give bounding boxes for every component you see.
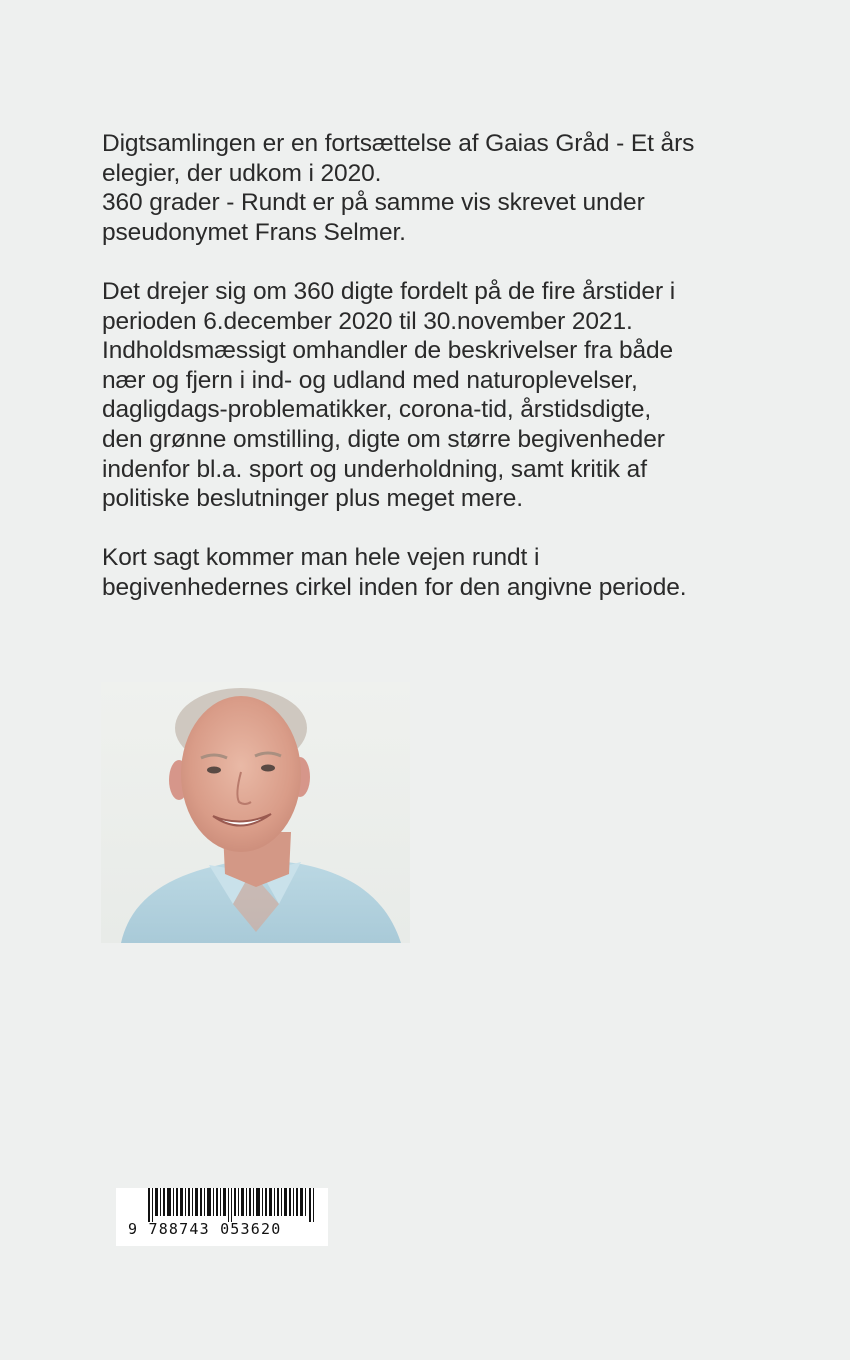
blurb-paragraph-2 [102,277,742,514]
blurb-line: 360 grader - Rundt er på samme vis skrevet under [102,189,645,217]
barcode-bars-icon [148,1188,318,1222]
blurb-line: Det drejer sig om 360 digte fordelt på de fire årstider i [102,277,676,305]
isbn-barcode [116,1188,328,1246]
blurb-line: politiske beslutninger plus meget mere. [102,485,523,513]
blurb-line: begivenhedernes cirkel inden for den angivne periode. [102,573,687,601]
author-photo [101,682,410,943]
blurb-line: perioden 6.december 2020 til 30.november 2021. [102,307,633,335]
blurb-line: elegier, der udkom i 2020. [102,159,382,187]
blurb-paragraph-1 [102,129,742,247]
blurb-line: den grønne omstilling, digte om større begivenheder [102,425,665,453]
back-cover-blurb [102,129,742,632]
blurb-line: dagligdags-problematikker, corona-tid, årstidsdigte, [102,396,652,424]
blurb-line: pseudonymet Frans Selmer. [102,218,406,246]
blurb-line: Kort sagt kommer man hele vejen rundt i [102,544,540,572]
blurb-paragraph-3 [102,543,742,602]
isbn-digits: 9 788743 053620 [128,1220,282,1238]
blurb-line: Indholdsmæssigt omhandler de beskrivelser fra både [102,337,674,365]
blurb-line: nær og fjern i ind- og udland med naturoplevelser, [102,366,638,394]
blurb-line: indenfor bl.a. sport og underholdning, samt kritik af [102,455,647,483]
blurb-line: Digtsamlingen er en fortsættelse af Gaias Gråd - Et års [102,130,695,157]
